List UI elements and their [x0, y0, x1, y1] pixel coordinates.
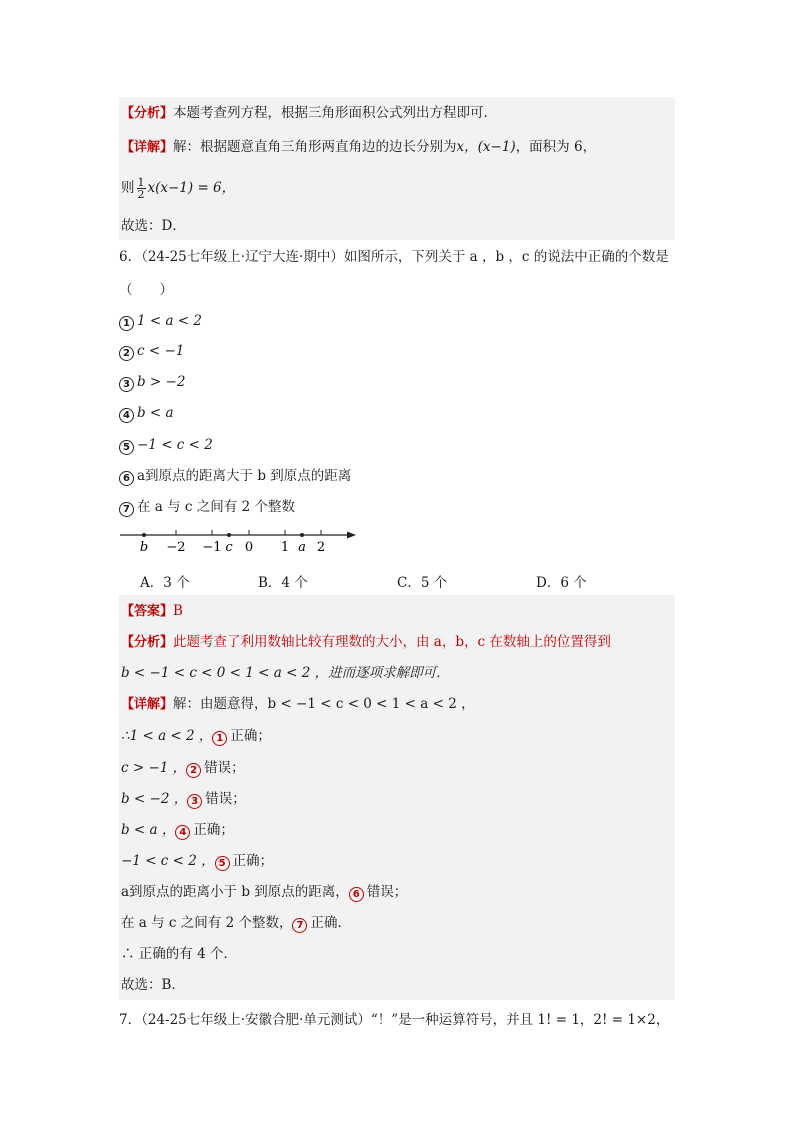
circled-number: 2	[186, 763, 201, 778]
statement-text: 在 a 与 c 之间有 2 个整数	[137, 499, 295, 515]
circled-number: 4	[119, 408, 134, 423]
q6-analysis	[119, 627, 675, 657]
q6-answer	[119, 595, 675, 627]
equation: x(x−1) = 6，	[147, 180, 236, 196]
q6-stem: 6．（24-25七年级上·辽宁大连·期中）如图所示，下列关于 a ，b ，c 的说法中正确的个数是	[119, 249, 669, 265]
circled-number: 5	[215, 856, 230, 871]
step-result: 正确；	[193, 822, 234, 838]
circled-number: 3	[187, 794, 202, 809]
q6-choice	[119, 969, 675, 1000]
detail-tag: 【详解】	[121, 140, 174, 155]
step-3	[119, 783, 675, 814]
option-d: D．6 个	[536, 575, 587, 591]
circled-number: 3	[119, 377, 134, 392]
step-result: 正确．	[310, 915, 351, 931]
q5-detail	[119, 127, 675, 167]
answer-value: B	[173, 603, 183, 619]
statement-4	[119, 404, 675, 423]
q6-analysis-2	[119, 657, 675, 689]
detail-tag: 【详解】	[121, 697, 174, 712]
label-b: b	[139, 540, 149, 555]
point-c	[227, 533, 231, 537]
detail-text-2: ，面积为 6，	[515, 139, 597, 155]
step-6	[119, 876, 675, 907]
circled-number: 6	[349, 887, 364, 902]
conclusion-text: ∴ 正确的有 4 个．	[121, 946, 237, 962]
circled-number: 7	[292, 918, 307, 933]
q5-equation	[119, 167, 675, 209]
statement-text: 1 < a < 2	[137, 313, 203, 329]
analysis-tag: 【分析】	[121, 106, 174, 121]
label-2: 2	[316, 540, 326, 555]
analysis-text: 此题考查了利用数轴比较有理数的大小，由 a，b，c 在数轴上的位置得到	[173, 634, 611, 650]
number-line-arrow	[347, 532, 356, 539]
detail-text: 解：由题意得，b < −1 < c < 0 < 1 < a < 2 ，	[173, 696, 475, 712]
analysis-text: b < −1 < c < 0 < 1 < a < 2 ，进而逐项求解即可．	[121, 665, 450, 681]
q6-paren: （ ）	[119, 282, 173, 298]
label-minus-2: −2	[166, 540, 186, 555]
label-c: c	[225, 540, 233, 555]
step-expr: a到原点的距离小于 b 到原点的距离，	[121, 884, 349, 900]
circled-number: 1	[119, 316, 134, 331]
step-result: 错误；	[366, 884, 408, 900]
q5-analysis	[119, 97, 675, 127]
circled-number: 7	[119, 502, 134, 517]
step-expr: ∴1 < a < 2 ，	[121, 728, 213, 744]
circled-number: 5	[119, 440, 134, 455]
analysis-tag: 【分析】	[121, 635, 174, 650]
step-4	[119, 814, 675, 845]
label-minus-1: −1	[202, 540, 222, 555]
number-line-figure	[118, 528, 363, 558]
step-result: 错误；	[205, 791, 246, 807]
step-result: 正确；	[230, 728, 271, 744]
statement-2	[119, 342, 675, 361]
statement-text: b > −2	[137, 374, 186, 390]
step-result: 正确；	[232, 853, 274, 869]
statement-text: a到原点的距离大于 b 到原点的距离	[137, 468, 352, 484]
statement-text: b < a	[137, 405, 174, 421]
option-a: A．3 个	[140, 575, 190, 591]
q7-stem: 7．（24-25七年级上·安徽合肥·单元测试）“！”是一种运算符号，并且 1! = 1，2! = 1×2，	[119, 1012, 670, 1028]
statement-text: c < −1	[137, 343, 185, 359]
statement-text: −1 < c < 2	[137, 437, 213, 453]
answer-tag: 【答案】	[121, 604, 174, 619]
q6-detail	[119, 689, 675, 720]
step-1	[119, 720, 675, 752]
step-expr: b < a ，	[121, 822, 176, 838]
step-5	[119, 845, 675, 876]
step-expr: c > −1 ，	[121, 760, 187, 776]
option-b: B．4 个	[258, 575, 308, 591]
circled-number: 4	[175, 825, 190, 840]
choice-text: 故选：D．	[121, 218, 186, 234]
q5-choice	[119, 209, 675, 240]
circled-number: 6	[119, 471, 134, 486]
label-0: 0	[244, 540, 254, 555]
detail-math: x，(x−1)	[456, 139, 516, 155]
step-expr: b < −2 ，	[121, 791, 188, 807]
statement-3	[119, 373, 675, 392]
fraction-numerator: 1	[137, 176, 145, 189]
detail-text: 解：根据题意直角三角形两直角边的边长分别为	[173, 139, 457, 155]
step-expr: −1 < c < 2 ，	[121, 853, 215, 869]
step-expr: 在 a 与 c 之间有 2 个整数，	[121, 915, 293, 931]
statement-5	[119, 436, 675, 455]
then-prefix: 则	[121, 180, 135, 196]
point-b	[142, 533, 146, 537]
step-2	[119, 752, 675, 783]
statement-7	[119, 498, 675, 517]
circled-number: 1	[212, 731, 227, 746]
analysis-text: 本题考查列方程，根据三角形面积公式列出方程即可．	[173, 105, 498, 121]
fraction-denominator: 2	[137, 188, 145, 201]
fraction	[137, 177, 146, 200]
option-c: C．5 个	[397, 575, 448, 591]
label-a: a	[298, 540, 306, 555]
choice-text: 故选：B．	[121, 977, 185, 993]
q6-conclusion	[119, 938, 675, 969]
circled-number: 2	[119, 346, 134, 361]
step-result: 错误；	[204, 760, 245, 776]
point-a	[300, 533, 304, 537]
statement-6	[119, 467, 675, 486]
step-7	[119, 907, 675, 938]
statement-1	[119, 312, 675, 331]
label-1: 1	[280, 540, 290, 555]
